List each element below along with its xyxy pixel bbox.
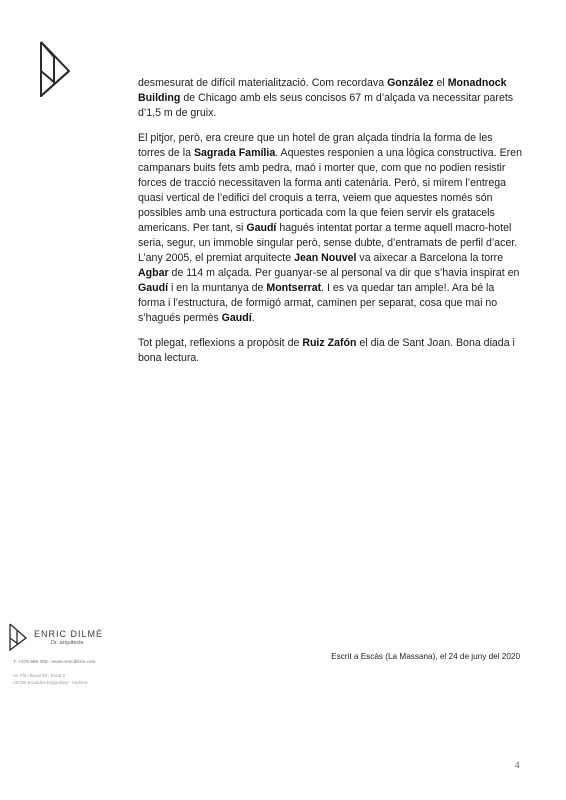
- text-run: el dia de Sant Joan. Bona diada i bona lectura.: [138, 337, 515, 364]
- article-body: [138, 76, 522, 376]
- text-run: desmesurat de difícil materialització. Com recordava: [138, 77, 388, 89]
- text-run: . Aquestes responien a una lògica constructiva. Eren campanars buits fets amb pedra, maó i morter que, com que no podien resistir forces de tracció necessitaven la forma anti catenària. Però, si mirem l’entrega quasi vertical de l’edifici del croquis a terra, veiem que aquestes només són possibles amb una estructura porticada com la que feien servir els gratacels americans. Per tant, si: [138, 147, 522, 234]
- text-run: i en la muntanya de: [168, 282, 267, 294]
- contact-line: T. +376 869 358 - www.enricdilme.com: [13, 660, 96, 665]
- brand-name: ENRIC DILMÉ: [34, 629, 104, 639]
- bold-term: Sagrada Família: [193, 147, 276, 159]
- bold-term: Gaudí: [221, 312, 252, 324]
- paragraph-3: [138, 336, 522, 366]
- text-run: de Chicago amb els seus concisos 67 m d’alçada va necessitar parets d’1,5 m de gruix.: [138, 92, 514, 119]
- text-run: . I es va quedar tan ample!. Ara bé la forma i l’estructura, de formigó armat, caminen per separat, cosa que mai no s’hagués permès: [138, 282, 498, 324]
- paragraph-1: [138, 76, 522, 121]
- text-run: .: [251, 312, 255, 324]
- bold-term: Agbar: [138, 267, 169, 279]
- address-line-2: AD700 Escaldes-Engordany - Andorra: [13, 680, 88, 685]
- signature-line: Escrit a Escàs (La Massana), el 24 de juny del 2020: [331, 652, 520, 661]
- page-number: 4: [515, 760, 520, 770]
- bold-term: Ruiz Zafón: [302, 337, 357, 349]
- paragraph-2: [138, 131, 522, 326]
- footer-logo-icon: [9, 623, 27, 651]
- text-run: va aixecar a Barcelona la torre: [356, 252, 504, 264]
- bold-term: González: [387, 77, 434, 89]
- bold-term: Monadnock Building: [138, 77, 507, 104]
- bold-term: Montserrat: [266, 282, 322, 294]
- text-run: Tot plegat, reflexions a propòsit de: [138, 337, 303, 349]
- address-line-1: Av. Pla i Busal 89 , Escal 2: [13, 673, 66, 678]
- text-run: de 114 m alçada. Per guanyar-se al personal va dir que s’havia inspirat en: [168, 267, 520, 279]
- bold-term: Gaudí: [138, 282, 169, 294]
- architect-logo-icon: [40, 41, 70, 97]
- text-run: El pitjor, però, era creure que un hotel de gran alçada tindria la forma de les torres de la: [138, 132, 493, 159]
- text-run: el: [433, 77, 448, 89]
- brand-subtitle: Dr. arquitecte: [51, 640, 84, 646]
- text-run: hagués intentat portar a terme aquell macro-hotel seria, segur, un immoble singular però, sense dubte, d’entramats de perfil d’acer. L’any 2005, el premiat arquitecte: [138, 222, 518, 264]
- bold-term: Jean Nouvel: [294, 252, 357, 264]
- bold-term: Gaudí: [246, 222, 277, 234]
